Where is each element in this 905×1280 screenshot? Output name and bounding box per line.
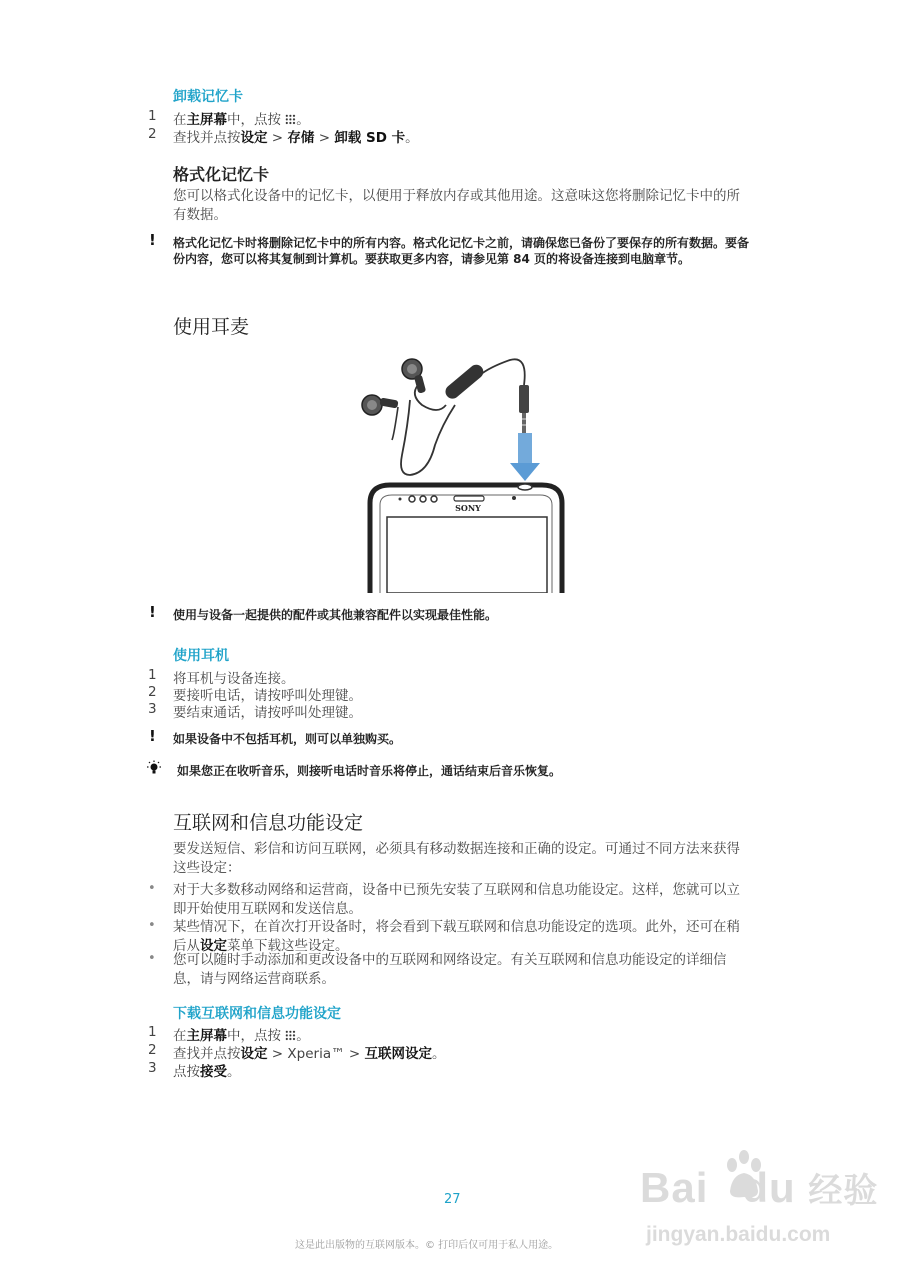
format-paragraph: 您可以格式化设备中的记忆卡，以便用于释放内存或其他用途。这意味这您将删除记忆卡中的所有数据。 — [173, 188, 740, 223]
earbud-left — [362, 395, 399, 415]
bullet-item: 某些情况下，在首次打开设备时，将会看到下载互联网和信息功能设定的选项。此外，还可在稍后从设定菜单下载这些设定。 — [173, 919, 740, 954]
earbud-right — [402, 359, 426, 394]
jack-plug — [519, 385, 529, 433]
section-title-format: 格式化记忆卡 — [173, 165, 270, 184]
step-text: 查找并点按设定 > 存储 > 卸载 SD 卡。 — [173, 130, 419, 146]
phone-screen — [387, 517, 547, 593]
section-title-earphones: 使用耳机 — [173, 648, 229, 664]
step-text: 点按接受。 — [173, 1064, 241, 1080]
step-number: 3 — [148, 701, 157, 717]
paw-logo-icon — [722, 1149, 766, 1201]
section-title-unmount: 卸载记忆卡 — [173, 89, 243, 105]
step-number: 1 — [148, 1024, 157, 1040]
warning-icon: ! — [149, 727, 156, 745]
footer-text: 这是此出版物的互联网版本。© 打印后仅可用于私人用途。 — [295, 1240, 559, 1251]
warning-icon: ! — [149, 603, 156, 621]
app-grid-icon — [285, 114, 296, 125]
accessory-note: 使用与设备一起提供的配件或其他兼容配件以实现最佳性能。 — [173, 608, 498, 622]
step-number: 2 — [148, 1042, 157, 1058]
step-text: 在主屏幕中，点按 。 — [173, 112, 310, 128]
bullet-dot: • — [148, 881, 156, 896]
step-text: 将耳机与设备连接。 — [173, 671, 295, 687]
bullet-dot: • — [148, 951, 156, 966]
remote-control — [443, 362, 486, 402]
headset-illustration — [350, 345, 580, 593]
format-warning-note: 格式化记忆卡时将删除记忆卡中的所有内容。格式化记忆卡之前，请确保您已备份了要保存的所有数据。要备份内容，您可以将其复制到计算机。要获取更多内容，请参见第 84 页的将设备连接到电脑章节。 — [173, 236, 750, 266]
tip-bulb-icon — [146, 760, 162, 776]
step-number: 2 — [148, 684, 157, 700]
step-text: 要结束通话，请按呼叫处理键。 — [173, 705, 362, 721]
step-number: 1 — [148, 108, 157, 124]
insert-arrow-icon — [510, 433, 540, 481]
section-title-internet: 互联网和信息功能设定 — [173, 812, 364, 834]
warning-icon: ! — [149, 231, 156, 249]
baidu-watermark: Bai du 经验 jingyan.baidu.com — [640, 1145, 880, 1265]
step-text: 要接听电话，请按呼叫处理键。 — [173, 688, 362, 704]
internet-paragraph: 要发送短信、彩信和访问互联网，必须具有移动数据连接和正确的设定。可通过不同方法来获得这些设定： — [173, 841, 740, 876]
music-tip: 如果您正在收听音乐，则接听电话时音乐将停止，通话结束后音乐恢复。 — [177, 764, 562, 778]
step-number: 1 — [148, 667, 157, 683]
step-text: 在主屏幕中，点按 。 — [173, 1028, 310, 1044]
step-number: 2 — [148, 126, 157, 142]
section-title-headset: 使用耳麦 — [173, 316, 250, 338]
bullet-dot: • — [148, 918, 156, 933]
step-text: 查找并点按设定 > Xperia™ > 互联网设定。 — [173, 1046, 446, 1062]
app-grid-icon — [285, 1030, 296, 1041]
brand-logo: SONY — [455, 503, 481, 513]
earphone-note: 如果设备中不包括耳机，则可以单独购买。 — [173, 732, 402, 746]
bullet-item: 对于大多数移动网络和运营商，设备中已预先安装了互联网和信息功能设定。这样，您就可以立即开始使用互联网和发送信息。 — [173, 882, 740, 917]
page-number: 27 — [444, 1192, 461, 1207]
bullet-item: 您可以随时手动添加和更改设备中的互联网和网络设定。有关互联网和信息功能设定的详细信息，请与网络运营商联系。 — [173, 952, 727, 987]
section-title-download: 下载互联网和信息功能设定 — [173, 1006, 341, 1022]
step-number: 3 — [148, 1060, 157, 1076]
